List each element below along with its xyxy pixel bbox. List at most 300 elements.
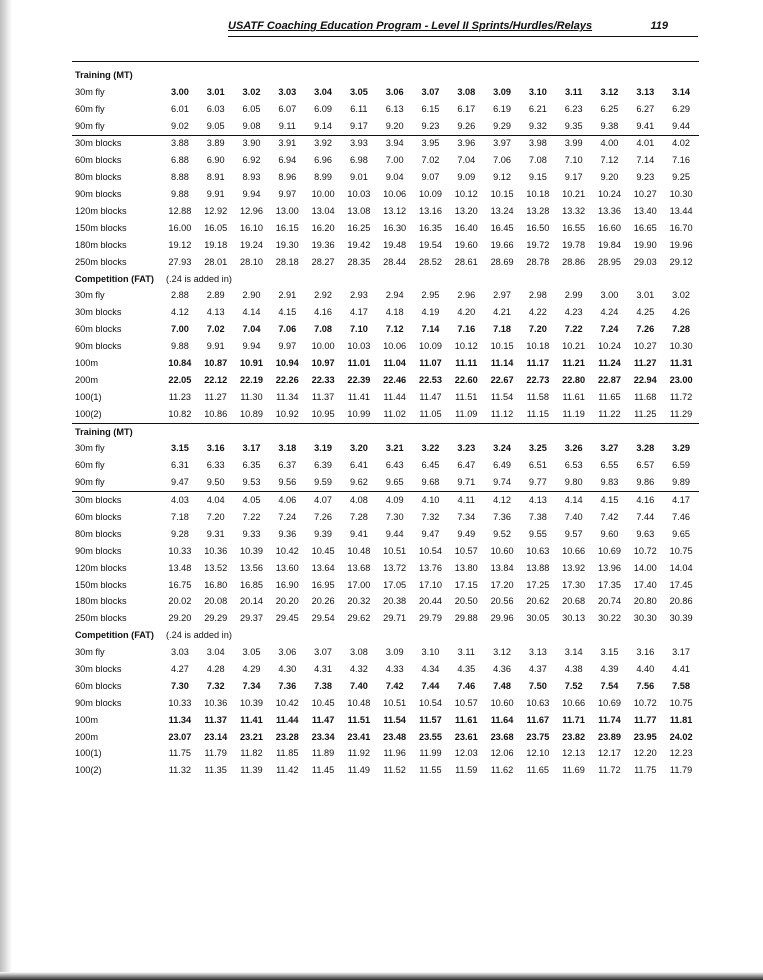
time-cell: 7.34	[242, 680, 261, 691]
time-cell: 22.87	[597, 374, 621, 385]
time-cell: 22.33	[311, 374, 335, 385]
time-cell: 7.48	[493, 680, 512, 691]
time-cell: 11.29	[663, 406, 699, 423]
time-cell: 22.67	[490, 374, 514, 385]
time-cell: 10.33	[168, 697, 192, 708]
time-cell: 13.36	[597, 205, 621, 216]
time-cell: 3.17	[672, 647, 691, 658]
time-cell: 3.90	[242, 138, 261, 149]
time-cell: 11.34	[276, 391, 299, 402]
time-cell: 4.17	[672, 495, 691, 506]
row-label: 200m	[75, 374, 98, 385]
table-row	[72, 101, 699, 118]
time-cell: 11.05	[413, 406, 449, 423]
time-cell: 13.48	[168, 562, 192, 573]
time-cell: 7.02	[206, 324, 225, 335]
time-cell: 11.23	[168, 391, 192, 402]
time-cell: 3.13	[528, 647, 547, 658]
row-label: 100m	[75, 357, 98, 368]
time-cell: 8.93	[242, 172, 261, 183]
table-row	[72, 474, 699, 491]
time-cell: 20.20	[275, 596, 299, 607]
time-cell: 7.46	[672, 512, 691, 522]
time-cell: 4.02	[672, 138, 691, 149]
section-heading: Training (MT)	[75, 426, 133, 437]
time-cell: 22.39	[347, 374, 371, 385]
time-cell: 20.62	[526, 596, 550, 607]
time-cell: 9.65	[672, 528, 691, 539]
time-cell: 6.25	[600, 103, 619, 114]
time-cell: 13.64	[311, 562, 335, 573]
time-cell: 9.32	[520, 118, 556, 135]
time-cell: 4.13	[528, 495, 547, 506]
time-cell: 7.00	[170, 324, 189, 335]
time-cell: 3.10	[421, 647, 440, 658]
row-label: 60m fly	[75, 460, 105, 471]
time-cell: 11.47	[419, 391, 442, 402]
row-label: 100(1)	[75, 748, 102, 759]
time-cell: 3.29	[672, 443, 691, 454]
time-cell: 20.86	[669, 596, 693, 607]
time-cell: 9.14	[305, 118, 341, 135]
time-cell: 10.45	[311, 545, 335, 556]
time-cell: 6.09	[314, 103, 333, 114]
time-cell: 9.56	[269, 474, 305, 491]
time-cell: 9.12	[493, 172, 512, 183]
time-cell: 4.41	[672, 664, 691, 675]
row-label: 30m blocks	[75, 495, 122, 506]
time-cell: 20.02	[168, 596, 192, 607]
row-label: 120m blocks	[75, 205, 127, 216]
time-cell: 13.24	[490, 205, 514, 216]
table-row	[72, 355, 699, 372]
time-cell: 2.99	[564, 290, 583, 301]
table-row	[72, 560, 699, 577]
time-cell: 7.46	[457, 680, 476, 691]
time-cell: 4.29	[242, 664, 261, 675]
time-cell: 9.35	[556, 118, 592, 135]
time-cell: 9.74	[484, 474, 520, 491]
time-cell: 28.01	[204, 256, 228, 267]
scan-edge-bottom	[0, 972, 763, 980]
time-cell: 13.52	[204, 562, 228, 573]
time-cell: 22.05	[168, 374, 192, 385]
time-cell: 3.00	[170, 86, 189, 97]
time-cell: 19.78	[562, 239, 586, 250]
time-cell: 4.10	[421, 495, 440, 506]
time-cell: 11.82	[240, 748, 263, 759]
time-cell: 7.14	[421, 324, 440, 335]
time-cell: 17.25	[526, 579, 550, 590]
time-cell: 11.09	[448, 406, 484, 423]
time-cell: 3.05	[349, 86, 368, 97]
time-cell: 19.96	[669, 239, 693, 250]
time-cell: 16.15	[275, 222, 299, 233]
row-label: 30m fly	[75, 290, 105, 301]
time-cell: 11.92	[347, 748, 371, 759]
time-cell: 28.18	[275, 256, 299, 267]
time-cell: 12.10	[526, 748, 550, 759]
time-cell: 19.90	[633, 239, 657, 250]
time-cell: 7.12	[385, 324, 404, 335]
time-cell: 11.12	[484, 406, 520, 423]
time-cell: 23.89	[597, 731, 621, 742]
time-cell: 10.21	[562, 189, 586, 200]
time-cell: 28.78	[526, 256, 550, 267]
time-cell: 22.60	[454, 374, 478, 385]
time-cell: 29.54	[311, 613, 335, 624]
time-cell: 11.62	[490, 765, 514, 776]
time-cell: 2.91	[278, 290, 297, 301]
time-cell: 3.93	[349, 138, 368, 149]
time-cell: 29.12	[669, 256, 693, 267]
time-cell: 28.86	[562, 256, 586, 267]
time-cell: 10.95	[305, 406, 341, 423]
time-cell: 10.00	[311, 341, 335, 352]
page-header-title: USATF Coaching Education Program - Level II Sprints/Hurdles/Relays	[228, 20, 593, 32]
time-cell: 3.16	[206, 443, 225, 454]
time-cell: 11.11	[455, 357, 478, 368]
time-cell: 4.33	[385, 664, 404, 675]
row-label: 30m blocks	[75, 664, 122, 675]
scan-edge-left	[0, 0, 12, 980]
time-cell: 23.41	[347, 731, 371, 742]
time-cell: 19.54	[418, 239, 442, 250]
time-cell: 11.75	[168, 748, 192, 759]
time-cell: 7.04	[457, 155, 476, 166]
time-cell: 22.94	[633, 374, 657, 385]
time-cell: 3.06	[278, 647, 297, 658]
time-cell: 13.16	[418, 205, 442, 216]
time-cell: 10.18	[526, 189, 550, 200]
time-cell: 11.68	[634, 391, 657, 402]
time-cell: 12.17	[597, 748, 621, 759]
time-cell: 9.17	[341, 118, 377, 135]
time-cell: 3.10	[528, 86, 547, 97]
time-cell: 11.01	[347, 357, 371, 368]
table-row	[72, 492, 699, 509]
row-label: 180m blocks	[75, 596, 127, 607]
time-cell: 9.86	[627, 474, 663, 491]
time-cell: 6.03	[206, 103, 225, 114]
row-label: 60m blocks	[75, 155, 122, 166]
time-cell: 7.26	[636, 324, 655, 335]
time-cell: 11.99	[419, 748, 442, 759]
time-cell: 10.97	[311, 357, 335, 368]
time-cell: 10.94	[275, 357, 299, 368]
row-label: 150m blocks	[75, 579, 127, 590]
time-cell: 7.50	[528, 680, 547, 691]
time-cell: 7.20	[528, 324, 547, 335]
time-cell: 8.88	[170, 172, 189, 183]
time-cell: 17.15	[454, 579, 478, 590]
time-cell: 11.57	[419, 714, 442, 725]
time-cell: 7.44	[636, 512, 655, 522]
time-cell: 4.23	[564, 307, 583, 318]
time-cell: 9.97	[278, 341, 297, 352]
time-cell: 4.21	[493, 307, 512, 318]
time-cell: 16.95	[311, 579, 335, 590]
time-cell: 6.31	[170, 460, 189, 471]
time-cell: 16.90	[275, 579, 299, 590]
time-cell: 7.14	[636, 155, 655, 166]
table-row	[72, 118, 699, 135]
row-label: 80m blocks	[75, 528, 122, 539]
time-cell: 16.50	[526, 222, 550, 233]
time-cell: 11.72	[598, 765, 621, 776]
row-label: 250m blocks	[75, 613, 127, 624]
time-cell: 11.74	[598, 714, 621, 725]
time-cell: 3.06	[385, 86, 404, 97]
time-cell: 16.05	[204, 222, 228, 233]
sprint-times-table-body	[72, 67, 699, 779]
time-cell: 9.20	[377, 118, 413, 135]
time-cell: 9.11	[269, 118, 305, 135]
time-cell: 22.12	[204, 374, 228, 385]
time-cell: 11.65	[526, 765, 550, 776]
time-cell: 12.13	[562, 748, 586, 759]
time-cell: 11.72	[669, 391, 693, 402]
time-cell: 10.39	[239, 697, 263, 708]
time-cell: 11.35	[204, 765, 227, 776]
time-cell: 10.27	[633, 341, 657, 352]
time-cell: 2.92	[314, 290, 333, 301]
time-cell: 2.89	[206, 290, 225, 301]
table-row	[72, 695, 699, 712]
time-cell: 16.45	[490, 222, 514, 233]
row-label: 180m blocks	[75, 239, 127, 250]
time-cell: 6.92	[242, 155, 261, 166]
time-cell: 7.30	[170, 680, 189, 691]
time-cell: 11.67	[526, 714, 550, 725]
time-cell: 11.51	[455, 391, 478, 402]
section-heading: Competition (FAT)	[75, 273, 154, 284]
time-cell: 11.37	[311, 391, 335, 402]
time-cell: 3.14	[672, 86, 691, 97]
time-cell: 10.18	[526, 341, 550, 352]
row-label: 250m blocks	[75, 256, 127, 267]
time-cell: 20.80	[633, 596, 657, 607]
time-cell: 7.40	[564, 512, 583, 522]
time-cell: 6.17	[457, 103, 476, 114]
time-cell: 13.08	[347, 205, 371, 216]
time-cell: 19.48	[383, 239, 407, 250]
time-cell: 10.57	[454, 545, 478, 556]
time-cell: 28.61	[454, 256, 478, 267]
table-row	[72, 186, 699, 203]
time-cell: 11.71	[562, 714, 585, 725]
time-cell: 3.05	[242, 647, 261, 658]
time-cell: 13.68	[347, 562, 371, 573]
time-cell: 4.32	[349, 664, 368, 675]
time-cell: 16.70	[669, 222, 693, 233]
time-cell: 10.45	[311, 697, 335, 708]
time-cell: 7.10	[564, 155, 583, 166]
row-label: 80m blocks	[75, 172, 122, 183]
time-cell: 23.68	[490, 731, 514, 742]
time-cell: 4.00	[600, 138, 619, 149]
time-cell: 4.35	[457, 664, 476, 675]
time-cell: 7.36	[278, 680, 297, 691]
time-cell: 6.41	[349, 460, 368, 471]
time-cell: 11.27	[204, 391, 227, 402]
row-label: 150m blocks	[75, 222, 127, 233]
time-cell: 6.01	[170, 103, 189, 114]
time-cell: 10.48	[347, 545, 371, 556]
time-cell: 3.03	[278, 86, 297, 97]
time-cell: 9.23	[636, 172, 655, 183]
time-cell: 4.38	[564, 664, 583, 675]
time-cell: 19.42	[347, 239, 371, 250]
time-cell: 10.30	[669, 189, 693, 200]
time-cell: 4.03	[170, 495, 189, 506]
table-row	[72, 338, 699, 355]
time-cell: 4.04	[206, 495, 225, 506]
time-cell: 4.16	[314, 307, 333, 318]
time-cell: 9.68	[413, 474, 449, 491]
section-heading: Training (MT)	[75, 69, 133, 80]
time-cell: 9.52	[493, 528, 512, 539]
time-cell: 4.20	[457, 307, 476, 318]
time-cell: 8.96	[278, 172, 297, 183]
time-cell: 30.05	[526, 613, 550, 624]
time-cell: 9.25	[672, 172, 691, 183]
time-cell: 9.20	[600, 172, 619, 183]
time-cell: 28.52	[418, 256, 442, 267]
time-cell: 9.94	[242, 189, 261, 200]
time-cell: 10.60	[490, 545, 514, 556]
table-row	[72, 611, 699, 628]
time-cell: 6.53	[564, 460, 583, 471]
time-cell: 9.55	[528, 528, 547, 539]
time-cell: 13.20	[454, 205, 478, 216]
time-cell: 10.82	[162, 406, 198, 423]
time-cell: 7.10	[349, 324, 368, 335]
time-cell: 10.63	[526, 697, 550, 708]
time-cell: 4.39	[600, 664, 619, 675]
time-cell: 29.29	[204, 613, 228, 624]
time-cell: 3.98	[528, 138, 547, 149]
time-cell: 9.50	[198, 474, 234, 491]
time-cell: 9.53	[234, 474, 270, 491]
time-cell: 7.08	[528, 155, 547, 166]
time-cell: 6.29	[672, 103, 691, 114]
time-cell: 4.36	[493, 664, 512, 675]
time-cell: 11.55	[419, 765, 442, 776]
row-label: 30m fly	[75, 86, 105, 97]
time-cell: 7.24	[278, 512, 297, 522]
time-cell: 10.84	[168, 357, 192, 368]
time-cell: 11.51	[347, 714, 371, 725]
time-cell: 6.37	[278, 460, 297, 471]
time-cell: 9.31	[206, 528, 225, 539]
time-cell: 2.94	[385, 290, 404, 301]
time-cell: 16.40	[454, 222, 478, 233]
time-cell: 23.75	[526, 731, 550, 742]
time-cell: 3.97	[493, 138, 512, 149]
time-cell: 10.86	[198, 406, 234, 423]
time-cell: 3.91	[278, 138, 297, 149]
time-cell: 13.12	[383, 205, 407, 216]
time-cell: 7.54	[600, 680, 619, 691]
time-cell: 16.60	[597, 222, 621, 233]
time-cell: 3.13	[636, 86, 655, 97]
time-cell: 29.03	[633, 256, 657, 267]
time-cell: 11.02	[377, 406, 413, 423]
time-cell: 4.30	[278, 664, 297, 675]
time-cell: 4.05	[242, 495, 261, 506]
empty-cell	[162, 423, 699, 440]
table-row	[72, 763, 699, 780]
time-cell: 3.25	[528, 443, 547, 454]
time-cell: 11.79	[204, 748, 227, 759]
time-cell: 9.57	[564, 528, 583, 539]
row-label: 100(2)	[75, 765, 102, 776]
time-cell: 3.20	[349, 443, 368, 454]
time-cell: 17.40	[633, 579, 657, 590]
time-cell: 3.21	[385, 443, 404, 454]
time-cell: 9.88	[170, 189, 189, 200]
time-cell: 23.28	[275, 731, 299, 742]
time-cell: 11.54	[490, 391, 514, 402]
time-cell: 4.01	[636, 138, 655, 149]
time-cell: 20.08	[204, 596, 228, 607]
time-cell: 6.88	[170, 155, 189, 166]
time-cell: 16.80	[204, 579, 228, 590]
time-cell: 7.36	[493, 512, 512, 522]
table-row	[72, 169, 699, 186]
time-cell: 10.92	[269, 406, 305, 423]
time-cell: 13.40	[633, 205, 657, 216]
time-cell: 7.44	[421, 680, 440, 691]
time-cell: 20.14	[239, 596, 263, 607]
section-heading-row	[72, 627, 699, 644]
table-row	[72, 543, 699, 560]
table-row	[72, 288, 699, 305]
time-cell: 3.19	[314, 443, 333, 454]
time-cell: 3.94	[385, 138, 404, 149]
time-cell: 4.13	[206, 307, 225, 318]
time-cell: 11.69	[562, 765, 585, 776]
time-cell: 24.02	[669, 731, 693, 742]
time-cell: 3.18	[278, 443, 297, 454]
time-cell: 7.52	[564, 680, 583, 691]
time-cell: 30.39	[669, 613, 693, 624]
time-cell: 20.74	[597, 596, 621, 607]
time-cell: 23.55	[418, 731, 442, 742]
time-cell: 10.09	[418, 189, 442, 200]
time-cell: 4.19	[421, 307, 440, 318]
time-cell: 7.02	[421, 155, 440, 166]
added-note: (.24 is added in)	[166, 630, 232, 641]
time-cell: 29.37	[239, 613, 263, 624]
time-cell: 11.47	[311, 714, 335, 725]
time-cell: 9.05	[198, 118, 234, 135]
time-cell: 16.35	[418, 222, 442, 233]
time-cell: 3.01	[636, 290, 655, 301]
time-cell: 4.08	[349, 495, 368, 506]
time-cell: 23.34	[311, 731, 335, 742]
time-cell: 3.16	[636, 647, 655, 658]
time-cell: 13.84	[490, 562, 514, 573]
table-row	[72, 304, 699, 321]
time-cell: 11.34	[168, 714, 192, 725]
time-cell: 11.32	[168, 765, 192, 776]
time-cell: 10.51	[383, 697, 407, 708]
time-cell: 11.49	[347, 765, 371, 776]
time-cell: 4.31	[314, 664, 333, 675]
time-cell: 23.61	[454, 731, 478, 742]
